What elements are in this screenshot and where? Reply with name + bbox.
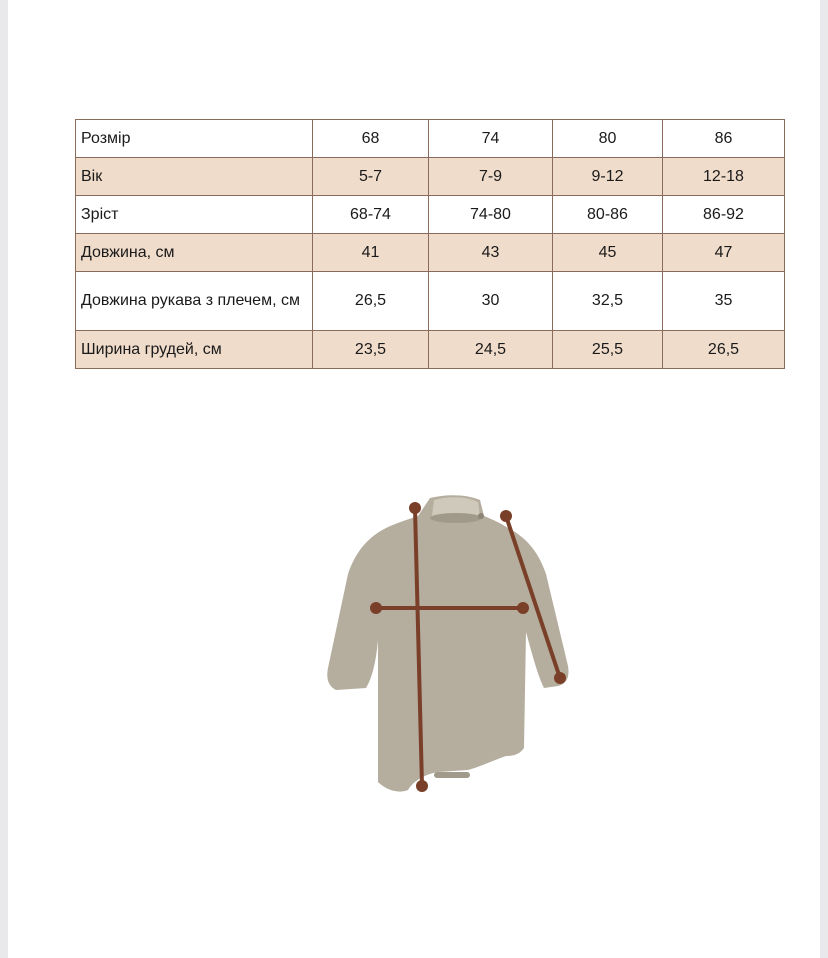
cell: 23,5: [313, 331, 429, 369]
row-label: Довжина, см: [76, 234, 313, 272]
cell: 47: [663, 234, 785, 272]
cell: 45: [553, 234, 663, 272]
cell: 68: [313, 120, 429, 158]
cell: 35: [663, 272, 785, 331]
table-row-chest: [76, 331, 785, 369]
cell: 24,5: [429, 331, 553, 369]
table-row-sleeve: [76, 272, 785, 331]
cell: 74-80: [429, 196, 553, 234]
cell: 12-18: [663, 158, 785, 196]
cell: 7-9: [429, 158, 553, 196]
cell: 25,5: [553, 331, 663, 369]
row-label: Вік: [76, 158, 313, 196]
cell: 86-92: [663, 196, 785, 234]
row-label: Зріст: [76, 196, 313, 234]
cell: 80: [553, 120, 663, 158]
cell: 68-74: [313, 196, 429, 234]
cell: 26,5: [313, 272, 429, 331]
table-row-age: [76, 158, 785, 196]
table-row-height: [76, 196, 785, 234]
cell: 86: [663, 120, 785, 158]
page: [8, 0, 820, 958]
size-chart-table: [75, 119, 785, 369]
cell: 80-86: [553, 196, 663, 234]
bodysuit-measurement-illustration: [318, 490, 580, 800]
cell: 26,5: [663, 331, 785, 369]
cell: 74: [429, 120, 553, 158]
bodysuit-garment: [327, 495, 568, 791]
table-row-size: [76, 120, 785, 158]
cell: 41: [313, 234, 429, 272]
cell: 43: [429, 234, 553, 272]
cell: 5-7: [313, 158, 429, 196]
row-label: Розмір: [76, 120, 313, 158]
table-row-length: [76, 234, 785, 272]
cell: 9-12: [553, 158, 663, 196]
cell: 32,5: [553, 272, 663, 331]
cell: 30: [429, 272, 553, 331]
row-label: Довжина рукава з плечем, см: [76, 272, 313, 331]
row-label: Ширина грудей, см: [76, 331, 313, 369]
